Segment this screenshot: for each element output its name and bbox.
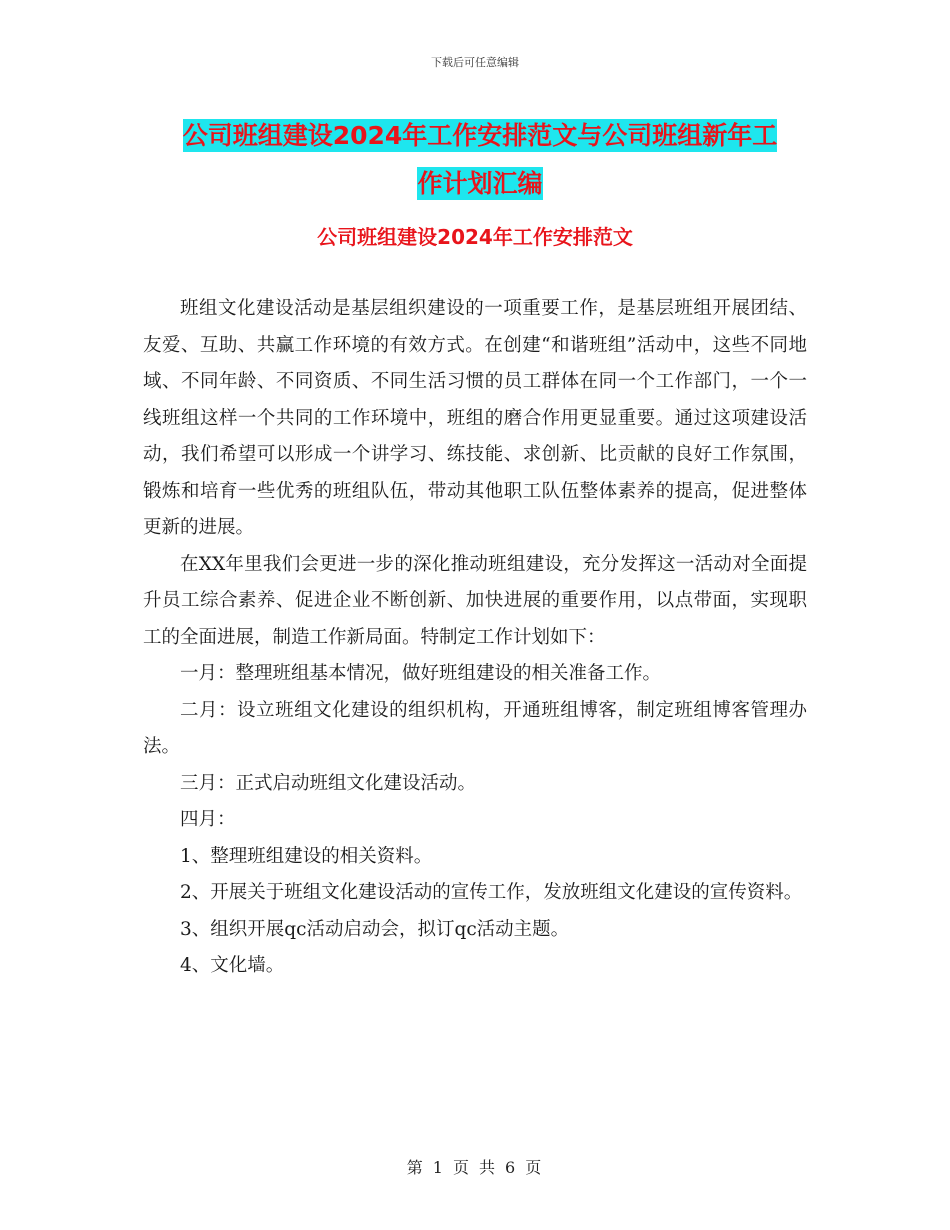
footer-total-word: 共 [479,1158,498,1177]
paragraph: 4、文化墙。 [180,955,285,976]
document-title-line2: 作计划汇编 [417,169,543,198]
footer-suffix: 页 [525,1158,544,1177]
header-note: 下载后可任意编辑 [431,56,519,69]
page-footer [0,1155,950,1178]
section-title: 公司班组建设2024年工作安排范文 [317,225,633,249]
paragraph: 班组文化建设活动是基层组织建设的一项重要工作，是基层班组开展团结、友爱、互助、共赢工作环境的有效方式。在创建“和谐班组”活动中，这些不同地域、不同年龄、不同资质、不同生活习惯的员工群体在同一个工作部门，一个一线班组这样一个共同的工作环境中，班组的磨合作用更显重要。通过这项建设活动，我们希望可以形成一个讲学习、练技能、求创新、比贡献的良好工作氛围，锻炼和培育一些优秀的班组队伍，带动其他职工队伍整体素养的提高，促进整体更新的进展。 [143,298,807,538]
paragraph: 二月：设立班组文化建设的组织机构，开通班组博客，制定班组博客管理办法。 [143,699,807,757]
footer-current-page: 1 [432,1158,445,1177]
paragraph: 3、组织开展qc活动启动会，拟订qc活动主题。 [180,918,570,940]
footer-prefix: 第 [406,1158,425,1177]
paragraph: 在XX年里我们会更进一步的深化推动班组建设，充分发挥这一活动对全面提升员工综合素养、促进企业不断创新、加快进展的重要作用，以点带面，实现职工的全面进展，制造工作新局面。特制定工作计划如下： [143,553,807,648]
body-text [143,291,807,985]
paragraph: 四月： [180,809,236,830]
paragraph: 三月：正式启动班组文化建设活动。 [180,772,477,794]
document-title-line1: 公司班组建设2024年工作安排范文与公司班组新年工 [182,121,778,150]
document-title [140,112,820,208]
footer-total-pages: 6 [505,1158,518,1177]
footer-page-word: 页 [452,1158,471,1177]
paragraph: 2、开展关于班组文化建设活动的宣传工作，发放班组文化建设的宣传资料。 [180,882,803,903]
paragraph: 一月：整理班组基本情况，做好班组建设的相关准备工作。 [180,663,662,684]
paragraph: 1、整理班组建设的相关资料。 [180,845,433,867]
